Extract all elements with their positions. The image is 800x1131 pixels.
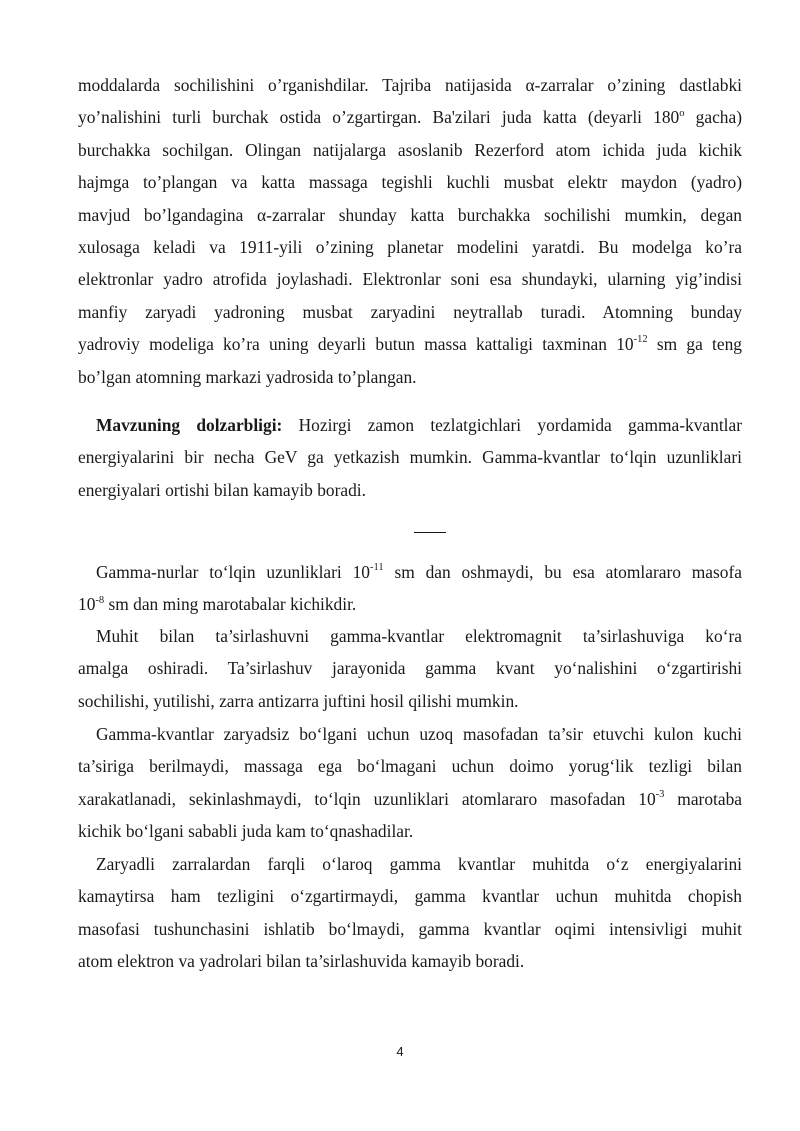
- paragraph-rutherford-model: [78, 69, 742, 393]
- exponent-superscript: -8: [95, 594, 105, 606]
- text-line: amalga oshiradi. Ta’sirlashuv jarayonida gamma kvant yo‘nalishini o‘zgartirishi: [78, 658, 742, 679]
- exponent-superscript: -12: [633, 334, 648, 346]
- fraction-bar: [414, 532, 446, 533]
- text-line: burchakka sochilgan. Olingan natijalarga asoslanib Rezerford atom ichida juda kichik: [78, 139, 742, 160]
- text-line: kamaytirsa ham tezligini o‘zgartirmaydi, gamma kvantlar uchun muhitda chopish: [78, 886, 742, 907]
- paragraph-wavelength: [78, 556, 742, 621]
- text-line: atom elektron va yadrolari bilan ta’sirlashuvida kamayib boradi.: [78, 951, 525, 972]
- text-line: ta’siriga berilmaydi, massaga ega bo‘lmagani uchun doimo yorug‘lik tezligi bilan: [78, 756, 742, 777]
- text-line: Gamma-kvantlar zaryadsiz bo‘lgani uchun uzoq masofadan ta’sir etuvchi kulon kuchi: [96, 724, 742, 744]
- text-line: energiyalari ortishi bilan kamayib boradi.: [78, 479, 366, 500]
- text-line: sochilishi, yutilishi, zarra antizarra juftini hosil qilishi mumkin.: [78, 690, 519, 711]
- degree-superscript: o: [679, 107, 685, 119]
- text-line: xarakatlanadi, sekinlashmaydi, to‘lqin uzunliklari atomlararo masofadan $10^{-3}$ marotaba: [78, 788, 742, 809]
- text-line: bo’lgan atomning markazi yadrosida to’plangan.: [78, 366, 417, 387]
- text-line: xulosaga keladi va 1911-yili o’zining planetar modelini yaratdi. Bu modelga ko’ra: [78, 237, 742, 258]
- paragraph-interaction: [78, 620, 742, 717]
- text-line: elektronlar yadro atrofida joylashadi. Elektronlar soni esa shundayki, ularning yig’indisi: [78, 269, 742, 290]
- text-line: mavjud bo’lgandagina α-zarralar shunday katta burchakka sochilishi mumkin, degan: [78, 204, 742, 225]
- paragraph-relevance: [78, 409, 742, 506]
- exponent-superscript: -3: [655, 789, 665, 801]
- text-line: Zaryadli zarralardan farqli o‘laroq gamma kvantlar muhitda o‘z energiyalarini: [96, 854, 742, 874]
- exponent-superscript: -11: [370, 562, 384, 574]
- text-line: hajmga to’plangan va katta massaga tegishli kuchli musbat elektr maydon (yadro): [78, 172, 742, 193]
- text-line: $10^{-8}$ sm dan ming marotabalar kichikdir.: [78, 594, 357, 615]
- text-line: yadroviy modeliga ko’ra uning deyarli butun massa kattaligi taxminan $10^{-12}$ sm ga teng: [78, 334, 742, 355]
- text-line: manfiy zaryadi yadroning musbat zaryadini neytrallab turadi. Atomning bunday: [78, 301, 742, 322]
- relevance-heading: Mavzuning dolzarbligi:: [96, 415, 283, 435]
- text-line: yo’nalishini turli burchak ostida o’zgartirgan. Ba'zilari juda katta (deyarli 180$^o$ gacha): [78, 107, 742, 128]
- wavelength-formula: [388, 508, 458, 554]
- text-line: moddalarda sochilishini o’rganishdilar. Tajriba natijasida α-zarralar o’zining dastlabki: [78, 75, 742, 95]
- page-number: 4: [396, 1044, 404, 1059]
- paragraph-attenuation: [78, 848, 742, 978]
- text-line: Mavzuning dolzarbligi: Hozirgi zamon tezlatgichlari yordamida gamma-kvantlar: [96, 415, 742, 435]
- text-line: energiyalarini bir necha GeV ga yetkazish mumkin. Gamma-kvantlar to‘lqin uzunliklari: [78, 447, 742, 468]
- text-line: Muhit bilan ta’sirlashuvni gamma-kvantlar elektromagnit ta’sirlashuviga ko‘ra: [96, 626, 742, 646]
- text-line: kichik bo‘lgani sababli juda kam to‘qnashadilar.: [78, 821, 414, 842]
- text-line: Gamma-nurlar to‘lqin uzunliklari $10^{-11}$ sm dan oshmaydi, bu esa atomlararo masofa: [96, 562, 743, 582]
- text-line: masofasi tushunchasini ishlatib bo‘lmaydi, gamma kvantlar oqimi intensivligi muhit: [78, 918, 742, 939]
- paragraph-chargeless: [78, 718, 742, 848]
